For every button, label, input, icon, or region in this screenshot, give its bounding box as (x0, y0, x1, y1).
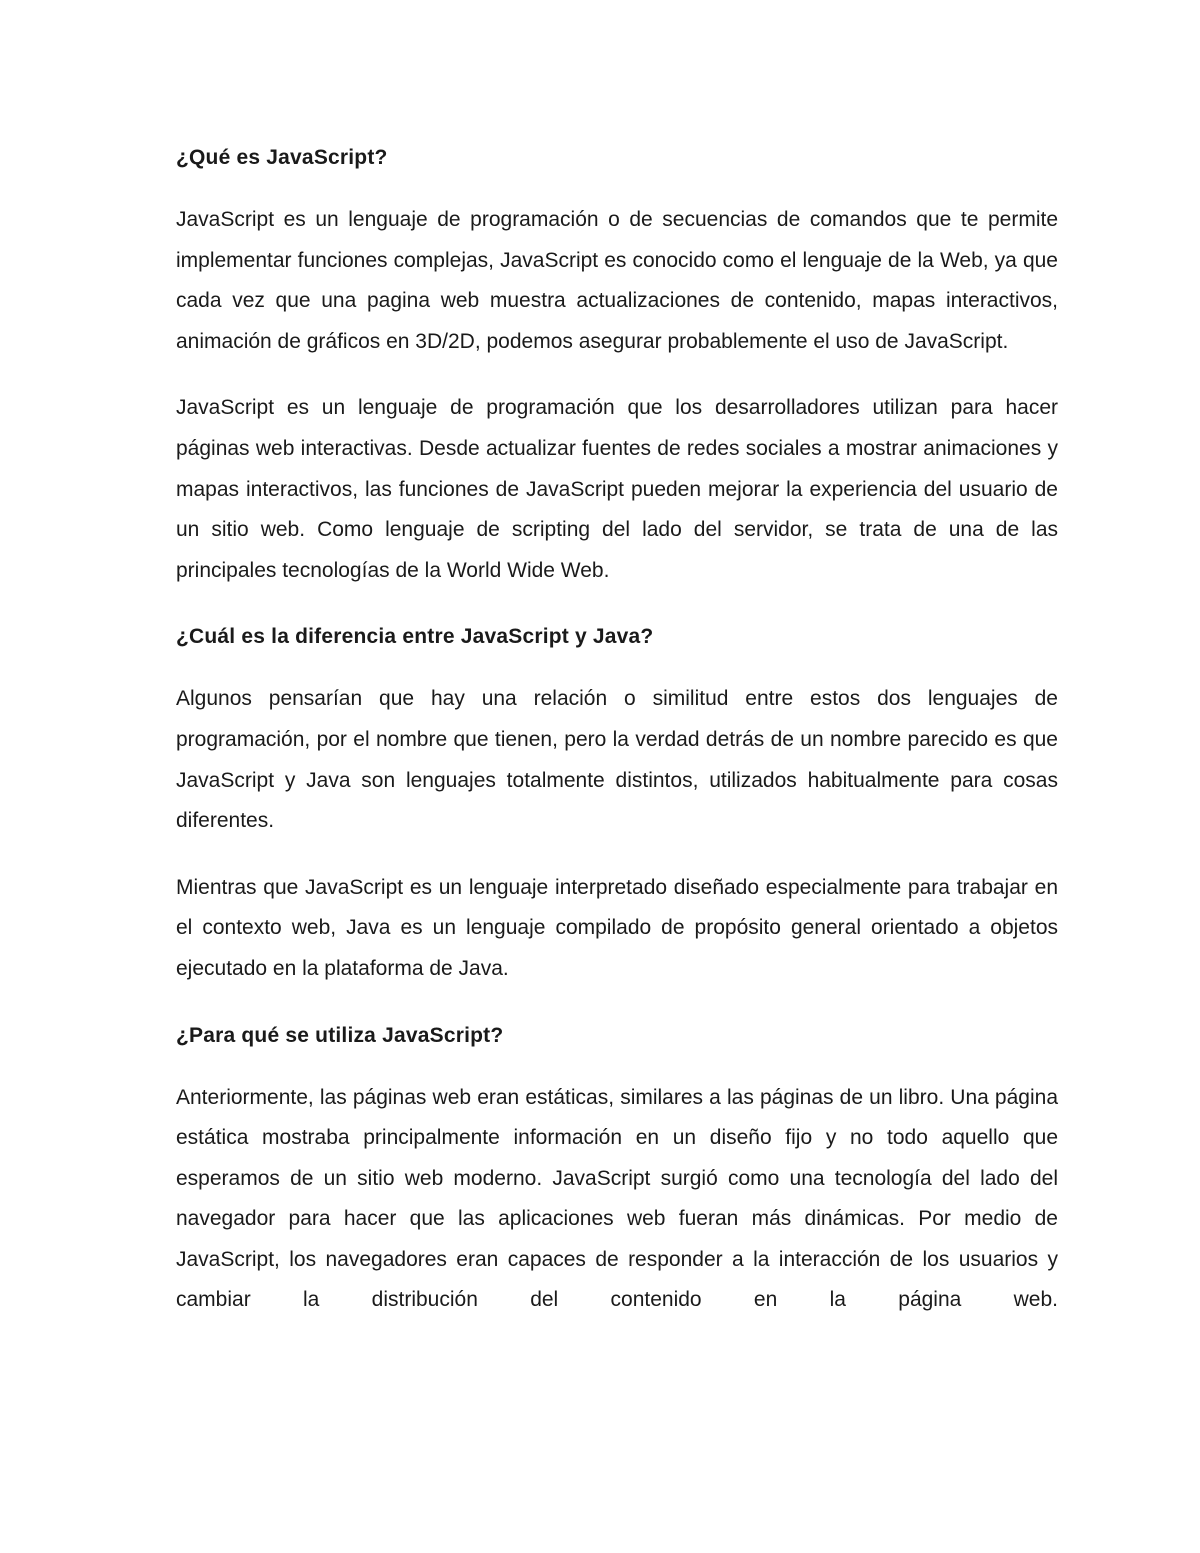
paragraph-historia: Anteriormente, las páginas web eran estáticas, similares a las páginas de un libro. Una página estática mostraba principalmente información en un diseño fijo y no todo aquello que esperamos de un sitio web moderno. JavaScript surgió como una tecnología del lado del navegador para hacer que las aplicaciones web fueran más dinámicas. Por medio de JavaScript, los navegadores eran capaces de responder a la interacción de los usuarios y cambiar la distribución del contenido en la página web. (176, 1085, 1058, 1312)
paragraph-relacion-nombres: Algunos pensarían que hay una relación o similitud entre estos dos lenguajes de programación, por el nombre que tienen, pero la verdad detrás de un nombre parecido es que JavaScript y Java son lenguajes totalmente distintos, utilizados habitualmente para cosas diferentes. (176, 687, 1058, 833)
paragraph-interpretado-compilado: Mientras que JavaScript es un lenguaje interpretado diseñado especialmente para trabajar en el contexto web, Java es un lenguaje compilado de propósito general orientado a objetos ejecutado en la plataforma de Java. (176, 875, 1058, 980)
paragraph-definicion: JavaScript es un lenguaje de programación o de secuencias de comandos que te permite implementar funciones complejas, JavaScript es conocido como el lenguaje de la Web, ya que cada vez que una pagina web muestra actualizaciones de contenido, mapas interactivos, animación de gráficos en 3D/2D, podemos asegurar probablemente el uso de JavaScript. (176, 208, 1058, 353)
section-heading-para-que: ¿Para qué se utiliza JavaScript? (176, 1023, 504, 1047)
section-heading-que-es: ¿Qué es JavaScript? (176, 146, 388, 169)
paragraph-uso-desarrolladores: JavaScript es un lenguaje de programación que los desarrolladores utilizan para hacer páginas web interactivas. Desde actualizar fuentes de redes sociales a mostrar animaciones y mapas interactivos, las funciones de JavaScript pueden mejorar la experiencia del usuario de un sitio web. Como lenguaje de scripting del lado del servidor, se trata de una de las principales tecnologías de la World Wide Web. (176, 396, 1058, 582)
section-heading-diferencia: ¿Cuál es la diferencia entre JavaScript y Java? (176, 625, 654, 649)
document-page (176, 138, 1058, 1347)
